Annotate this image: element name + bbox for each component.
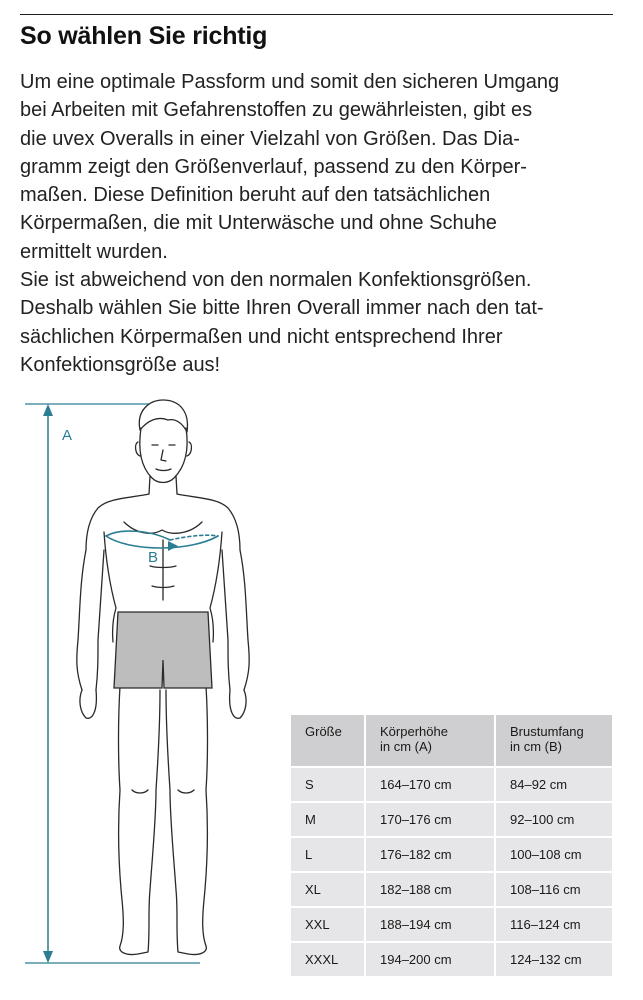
- intro-line: Konfektionsgröße aus!: [20, 353, 221, 376]
- cell-chest: 100–108 cm: [495, 837, 612, 872]
- cell-chest: 116–124 cm: [495, 907, 612, 942]
- cell-size: M: [291, 802, 365, 837]
- intro-line: die uvex Overalls in einer Vielzahl von Größen. Das Dia-: [20, 127, 520, 150]
- size-table: [291, 715, 612, 976]
- cell-size: S: [291, 767, 365, 802]
- chest-measurement-line: [106, 531, 218, 551]
- cell-height: 188–194 cm: [365, 907, 495, 942]
- intro-line: Körpermaßen, die mit Unterwäsche und ohne Schuhe: [20, 212, 497, 235]
- table-row: [291, 837, 612, 872]
- intro-line: Deshalb wählen Sie bitte Ihren Overall immer nach den tat-: [20, 297, 544, 320]
- header-size: Größe: [291, 715, 365, 767]
- cell-chest: 124–132 cm: [495, 942, 612, 976]
- table-row: [291, 872, 612, 907]
- intro-line: bei Arbeiten mit Gefahrenstoffen zu gewährleisten, gibt es: [20, 99, 533, 122]
- cell-height: 194–200 cm: [365, 942, 495, 976]
- intro-line: maßen. Diese Definition beruht auf den tatsächlichen: [20, 184, 491, 207]
- intro-line: Um eine optimale Passform und somit den sicheren Umgang: [20, 71, 560, 93]
- intro-line: sächlichen Körpermaßen und nicht entsprechend Ihrer: [20, 325, 503, 348]
- header-body-height: Körperhöhe in cm (A): [365, 715, 495, 767]
- cell-size: L: [291, 837, 365, 872]
- table-row: [291, 767, 612, 802]
- cell-height: 164–170 cm: [365, 767, 495, 802]
- table-row: [291, 802, 612, 837]
- intro-line: gramm zeigt den Größenverlauf, passend zu den Körper-: [20, 155, 527, 178]
- body-measurement-figure: [0, 390, 300, 990]
- cell-size: XXXL: [291, 942, 365, 976]
- cell-height: 182–188 cm: [365, 872, 495, 907]
- header-chest-circumference: Brustumfang in cm (B): [495, 715, 612, 767]
- cell-height: 176–182 cm: [365, 837, 495, 872]
- table-header-row: [291, 715, 612, 767]
- cell-chest: 84–92 cm: [495, 767, 612, 802]
- shorts-shape: [114, 612, 212, 688]
- cell-size: XXL: [291, 907, 365, 942]
- intro-paragraph: [20, 68, 620, 379]
- chest-label-b: B: [148, 549, 159, 566]
- intro-line: ermittelt wurden.: [20, 240, 168, 263]
- top-rule: [20, 14, 613, 15]
- height-label-a: A: [62, 427, 73, 444]
- cell-chest: 108–116 cm: [495, 872, 612, 907]
- table-row: [291, 907, 612, 942]
- table-row: [291, 942, 612, 976]
- cell-height: 170–176 cm: [365, 802, 495, 837]
- intro-line: Sie ist abweichend von den normalen Konfektionsgrößen.: [20, 269, 532, 292]
- page-title: So wählen Sie richtig: [20, 22, 268, 50]
- cell-chest: 92–100 cm: [495, 802, 612, 837]
- cell-size: XL: [291, 872, 365, 907]
